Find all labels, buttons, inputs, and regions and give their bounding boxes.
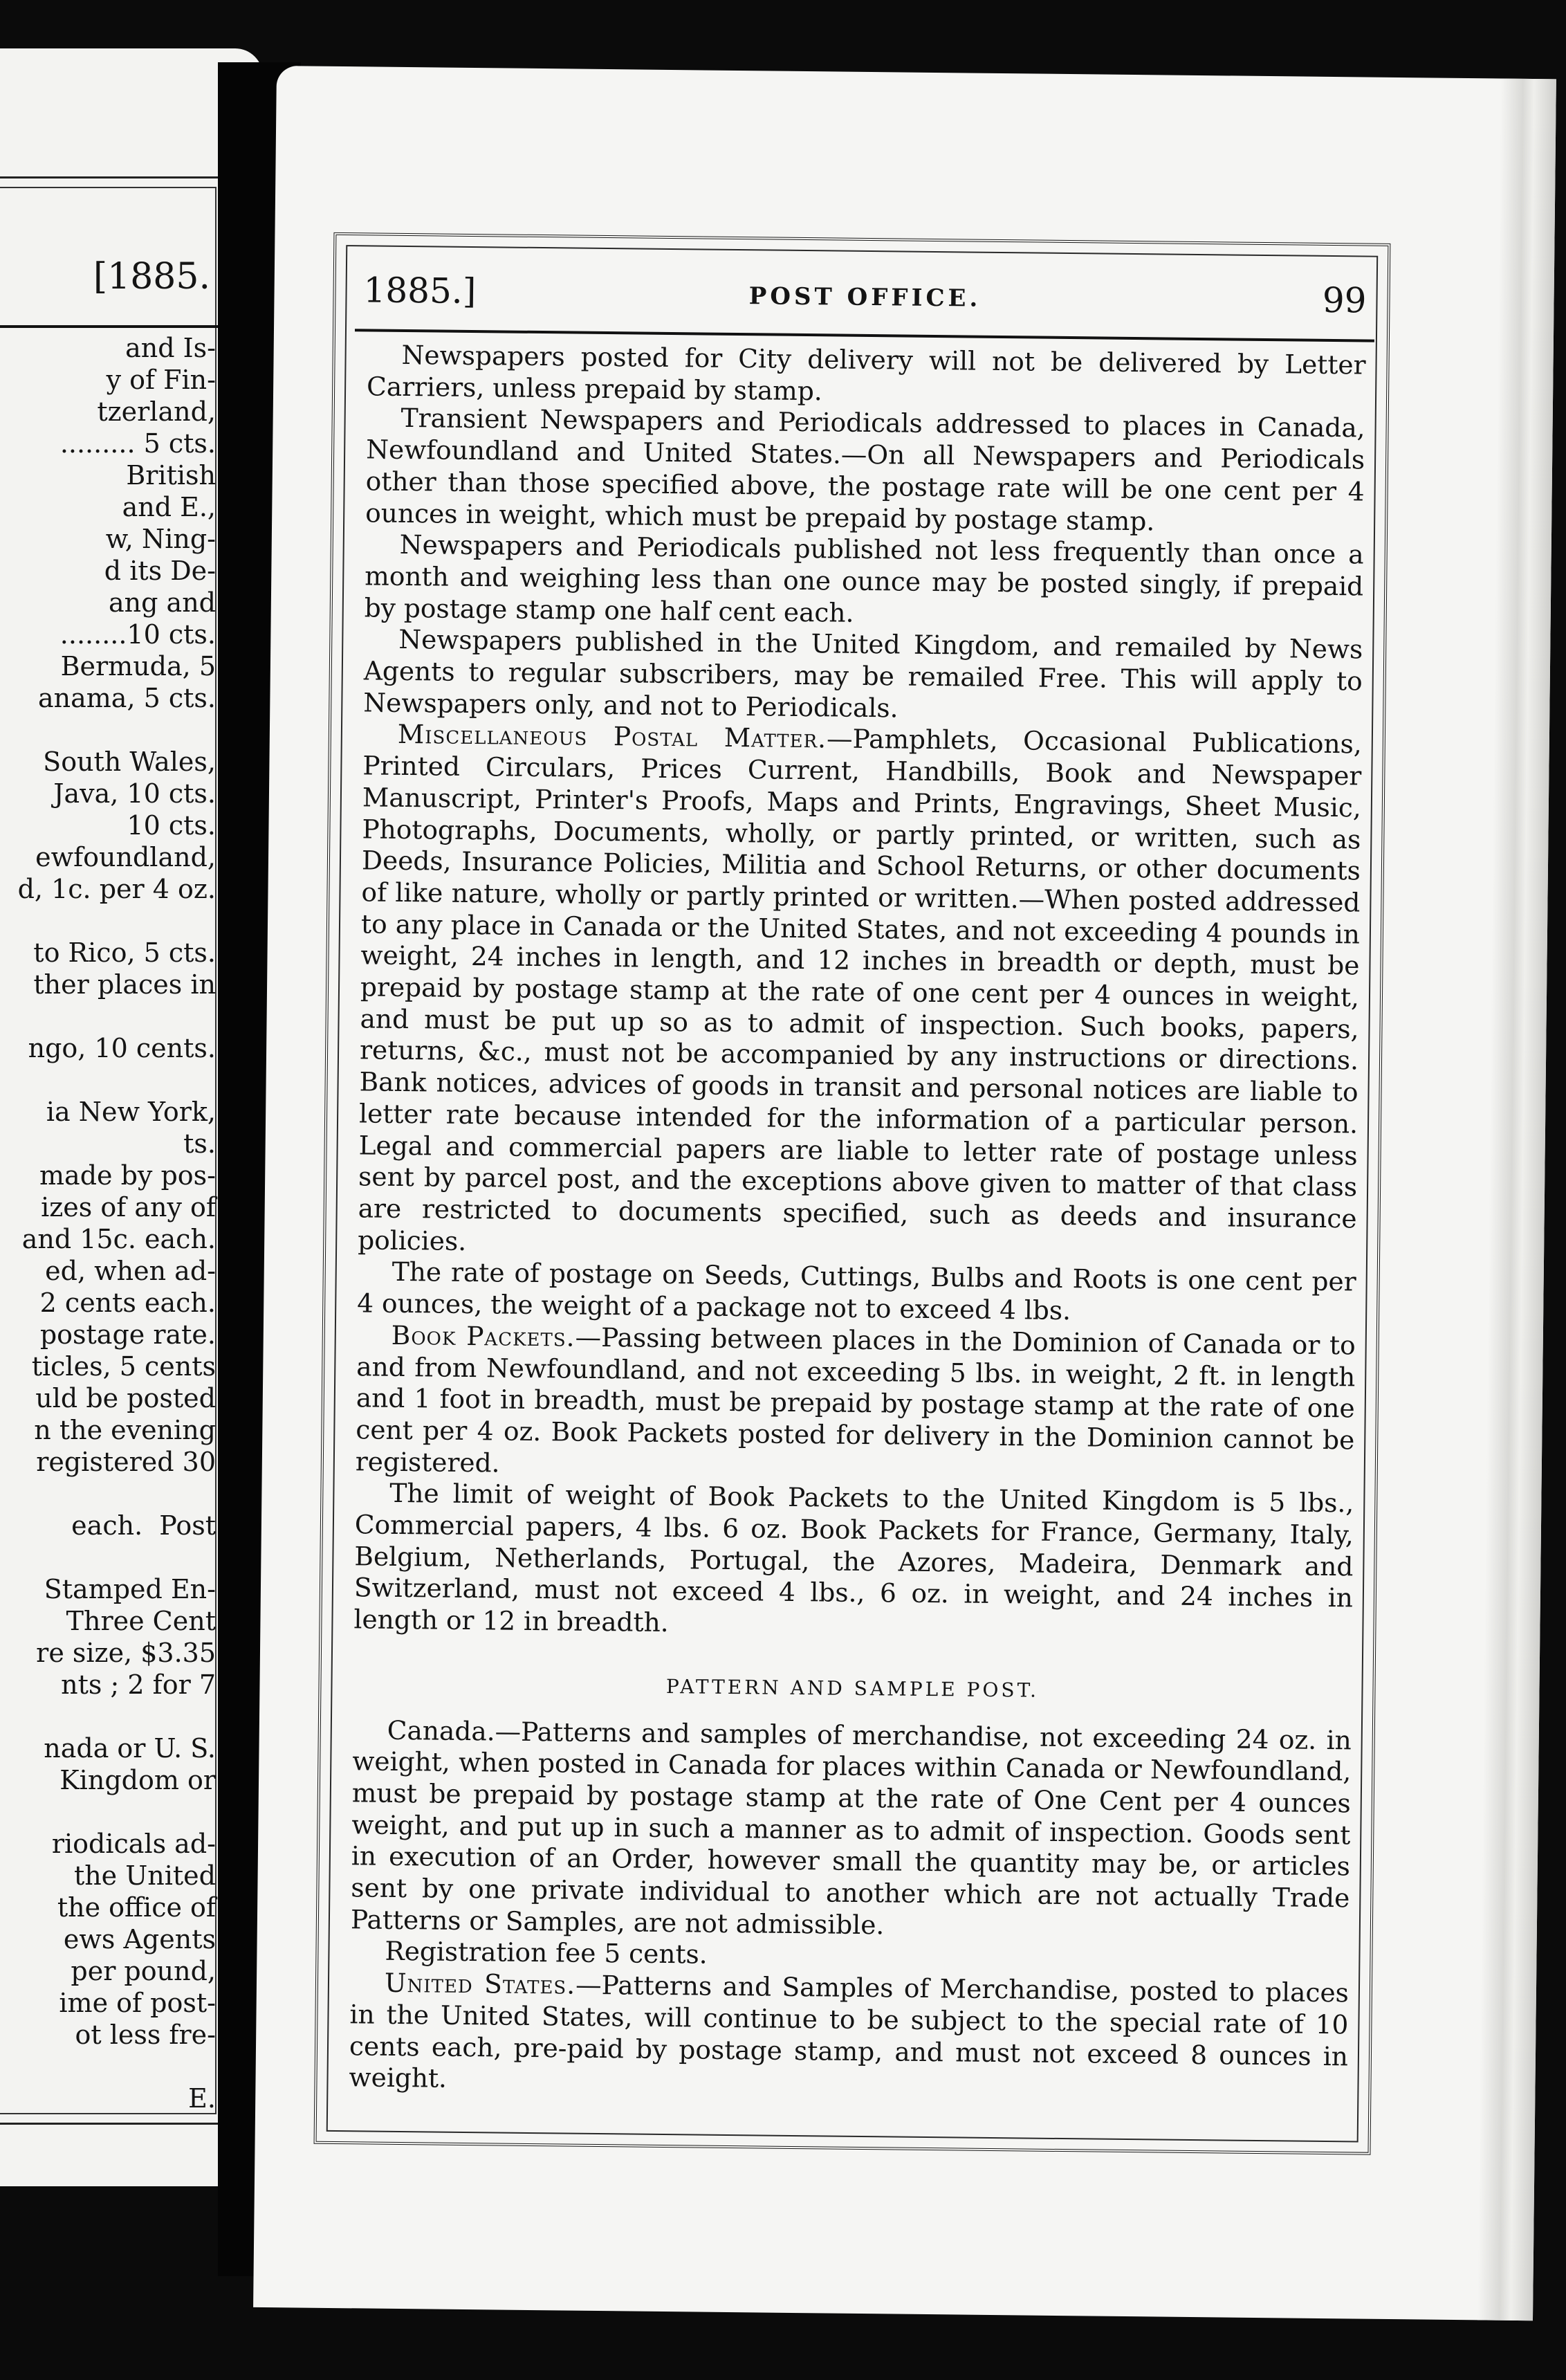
left-page-line bbox=[0, 714, 216, 746]
paragraph-text: The limit of weight of Book Packets to the United Kingdom is 5 lbs., Commercial papers, 4 lbs. 6 oz. Book Packets for France, Germany, Italy, Belgium, Netherlands, Portugal, the Azores, Madeira, Denmark and Switzerland, must not exceed 4 lbs., 6 oz. in weight, and 24 inches in length or 12 in breadth. bbox=[353, 1478, 1354, 1638]
left-page-line: uld be posted bbox=[35, 1383, 216, 1413]
paragraph-text: Canada.—Patterns and samples of merchandise, not exceeding 24 oz. in weight, when posted in Canada for places within Canada or Newfoundland, must be prepaid by postage stamp at the rate of One Cent per 4 ounces weight, and put up in such a manner as to admit of inspection. Goods sent in execution of an Order, however small the quantity may be, or articles sent by one private individual to another which are not actually Trade Patterns or Samples, are not admissible. bbox=[350, 1714, 1352, 1941]
left-page-line: 10 cts. bbox=[127, 810, 216, 841]
page-number: 99 bbox=[1322, 280, 1367, 321]
paragraph-text: The rate of postage on Seeds, Cuttings, Bulbs and Roots is one cent per 4 ounces, the weight of a package not to exceed 4 lbs. bbox=[357, 1256, 1356, 1326]
left-page-line: d, 1c. per 4 oz. bbox=[17, 874, 216, 904]
left-page-line: ime of post- bbox=[59, 1988, 216, 2018]
left-page-line bbox=[0, 1541, 216, 1573]
left-header-rule bbox=[0, 325, 220, 328]
left-page-line: ot less fre- bbox=[75, 2020, 216, 2050]
paragraph bbox=[363, 624, 1363, 729]
left-page-line: ews Agents bbox=[63, 1924, 216, 1955]
paragraph-heading: Miscellaneous Postal Matter. bbox=[397, 719, 827, 754]
left-page-line bbox=[0, 1000, 216, 1032]
paragraph bbox=[365, 403, 1365, 540]
left-page-line: made by pos- bbox=[39, 1160, 216, 1191]
left-page-line: the United bbox=[73, 1860, 216, 1891]
paragraph-heading: Book Packets. bbox=[391, 1319, 575, 1353]
left-page-line: and 15c. each. bbox=[21, 1224, 216, 1254]
page-edge bbox=[1477, 79, 1556, 2321]
left-page-line: Kingdom or bbox=[59, 1765, 216, 1795]
left-page-line: Java, 10 cts. bbox=[53, 778, 216, 809]
left-page-line bbox=[0, 905, 216, 937]
left-page-line: South Wales, bbox=[43, 747, 216, 777]
left-page-line: w, Ning- bbox=[105, 524, 216, 554]
left-page-line: n the evening bbox=[34, 1415, 216, 1445]
left-page-line: izes of any of bbox=[41, 1192, 216, 1223]
left-page-line: E. bbox=[188, 2083, 216, 2114]
left-page-line bbox=[0, 1796, 216, 1828]
left-page-line: each. Post bbox=[71, 1510, 216, 1541]
paragraph-text: Newspapers published in the United Kingdom, and remailed by News Agents to regular subscribers, may be remailed Free. This will apply to Newspapers only, and not to Periodicals. bbox=[363, 624, 1363, 724]
left-page-line bbox=[0, 1701, 216, 1732]
left-page-line: and Is- bbox=[125, 333, 216, 363]
paragraph-text: Newspapers and Periodicals published not less frequently than once a month and weighing less than one ounce may be posted singly, if prepaid by postage stamp one half cent each. bbox=[364, 529, 1364, 628]
header-year: 1885.] bbox=[363, 270, 477, 312]
left-page-line: ewfoundland, bbox=[35, 842, 216, 872]
paragraph-text: Registration fee 5 cents. bbox=[385, 1936, 708, 1970]
paragraph bbox=[367, 339, 1366, 413]
page-body bbox=[349, 339, 1365, 2104]
left-page-line: nts ; 2 for 7 bbox=[61, 1669, 216, 1700]
left-page-line: and E., bbox=[122, 492, 216, 522]
paragraph bbox=[351, 1714, 1352, 1946]
left-page-line: ia New York, bbox=[46, 1097, 216, 1127]
left-page-line bbox=[0, 2051, 216, 2082]
paragraph-text: —Patterns and Samples of Merchandise, posted to places in the United States, will continue to be subject to the special rate of 10 cents each, pre-paid by postage stamp, and must not exceed 8 ounces in weight. bbox=[349, 1969, 1349, 2094]
header-title: POST OFFICE. bbox=[748, 282, 982, 313]
paragraph-heading: United States. bbox=[384, 1967, 576, 2000]
left-page-line: nada or U. S. bbox=[44, 1733, 216, 1764]
left-page-line: per pound, bbox=[71, 1956, 216, 1986]
left-page-line: d its De- bbox=[104, 556, 216, 586]
left-page-text bbox=[0, 332, 216, 2114]
left-page-line: British bbox=[126, 460, 216, 491]
left-page-line: ts. bbox=[183, 1128, 216, 1159]
paragraph bbox=[365, 529, 1364, 634]
paragraph-text: Transient Newspapers and Periodicals addressed to places in Canada, Newfoundland and United States.—On all Newspapers and Periodicals other than those specified above, the postage rate will be one cent per 4 ounces in weight, which must be prepaid by postage stamp. bbox=[365, 403, 1365, 536]
left-page-line: tzerland, bbox=[97, 396, 216, 427]
left-page-year: [1885. bbox=[93, 256, 210, 298]
left-page-line: anama, 5 cts. bbox=[37, 683, 216, 713]
left-page-line: registered 30 bbox=[36, 1447, 216, 1477]
paragraph-text: Newspapers posted for City delivery will not be delivered by Letter Carriers, unless prepaid by stamp. bbox=[366, 339, 1366, 406]
left-page-line: ang and bbox=[109, 587, 216, 618]
section-heading: PATTERN AND SAMPLE POST. bbox=[665, 1674, 1040, 1702]
left-page-line: y of Fin- bbox=[106, 365, 216, 395]
paragraph bbox=[358, 719, 1362, 1267]
page-border bbox=[314, 232, 1391, 2155]
left-page-line: ther places in bbox=[33, 969, 216, 1000]
left-page-line: re size, $3.35 bbox=[36, 1638, 216, 1668]
left-page-line: 2 cents each. bbox=[39, 1288, 216, 1318]
left-page-line: ......... 5 cts. bbox=[59, 428, 216, 459]
left-page-line: ngo, 10 cents. bbox=[28, 1033, 216, 1063]
left-page-line: Three Cent bbox=[66, 1606, 216, 1636]
left-page-line bbox=[0, 1478, 216, 1510]
left-page-line: Bermuda, 5 bbox=[60, 651, 216, 681]
left-page-line: riodicals ad- bbox=[51, 1829, 216, 1859]
main-page bbox=[253, 66, 1556, 2320]
paragraph-text: —Passing between places in the Dominion of Canada or to and from Newfoundland, and not exceeding 5 lbs. in weight, 2 ft. in length and 1 foot in breadth, must be prepaid by postage stamp at the rate of one cent per 4 oz. Book Packets posted for delivery in the Dominion cannot be registered. bbox=[355, 1321, 1356, 1479]
paragraph bbox=[353, 1478, 1354, 1647]
left-page-line: ........10 cts. bbox=[59, 619, 216, 650]
left-page-line: to Rico, 5 cts. bbox=[33, 937, 216, 968]
left-page-line: the office of bbox=[57, 1892, 216, 1923]
left-page-line bbox=[0, 1064, 216, 1096]
paragraph-text: —Pamphlets, Occasional Publications, Printed Circulars, Prices Current, Handbills, Book and Newspaper Manuscript, Printer's Proofs, Maps and Prints, Engravings, Sheet Music, Photographs, Documents, wholly, or partly printed, or written, such as Deeds, Insurance Policies, Militia and School Returns, or other documents of like nature, wholly or partly printed or written.—When posted addressed to any place in Canada or the United States, and not exceeding 4 pounds in weight, 24 inches in length, and 12 inches in breadth or depth, must be prepaid by postage stamp at the rate of one cent per 4 ounces in weight, and must be put up so as to admit of inspection. Such books, papers, returns, &c., must not be accompanied by any instructions or directions. Bank notices, advices of goods in transit and personal notices are liable to letter rate because intended for the information of a particular person. Legal and commercial papers are liable to letter rate of postage unless sent by parcel post, and the exceptions above given to matter of that class are restricted to documents specified, such as deeds and insurance policies. bbox=[358, 723, 1363, 1256]
left-page-line: ed, when ad- bbox=[45, 1256, 216, 1286]
section-paragraph-list bbox=[349, 1714, 1352, 2105]
left-page-line: ticles, 5 cents bbox=[31, 1351, 216, 1382]
left-page-line: Stamped En- bbox=[44, 1574, 216, 1604]
paragraph-list bbox=[353, 339, 1366, 1646]
paragraph bbox=[356, 1319, 1356, 1488]
paragraph bbox=[357, 1256, 1356, 1330]
left-page-line: postage rate. bbox=[39, 1319, 216, 1350]
paragraph bbox=[349, 1967, 1349, 2104]
